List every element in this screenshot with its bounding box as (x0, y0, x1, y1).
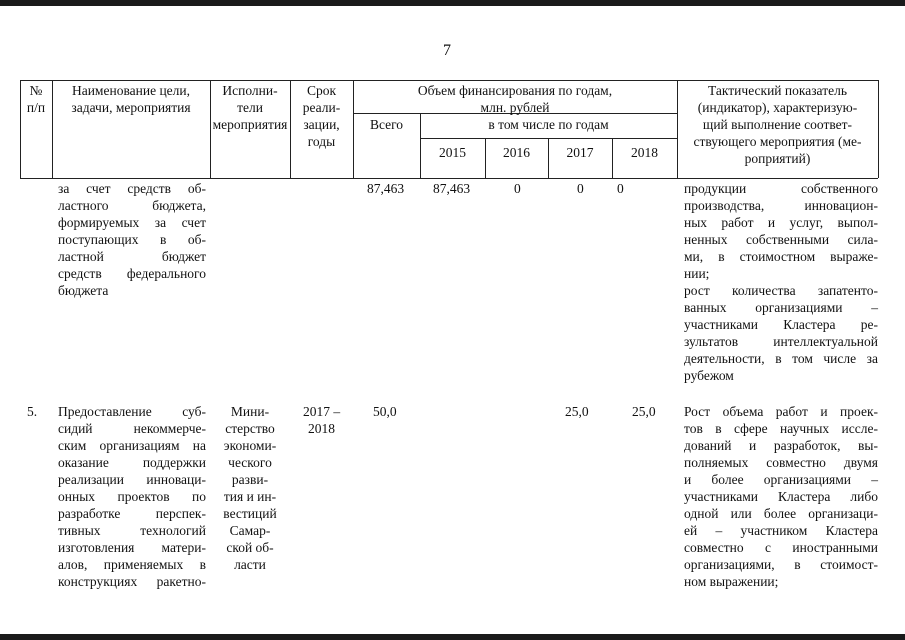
header-col-number: № п/п (26, 83, 46, 115)
header-col-financing: Объем финансирования по годам, млн. рублей (417, 83, 613, 115)
header-col-term: Срок реали- зации, годы (302, 83, 341, 149)
cont-row-total: 87,463 (367, 181, 405, 196)
header-year-2018: 2018 (631, 145, 658, 160)
row5-name: Предоставление суб- сидий некоммерче- ским организациям на оказание поддержки реализации инноваци- онных проектов по разработке перспек- тивных технологий изготовления матери- алов, применяемых в конструкциях ракетно- (58, 404, 206, 589)
cont-row-indicator: продукции собственного производства, инновацион- ных работ и услуг, выпол- ненных собственными сила- ми, в стоимостном выраже- нии; рост количества запатенто- ванных организациями – участниками Кластера ре- зультатов интеллектуальной деятельности, в том числе за рубежом (684, 181, 878, 383)
cont-row-2017: 0 (577, 181, 584, 196)
header-col-total: Всего (369, 117, 404, 132)
header-col-executors: Исполни- тели мероприятия (212, 83, 288, 132)
header-col-by-year: в том числе по годам (488, 117, 609, 132)
scan-top-border (0, 0, 905, 6)
cont-row-2018: 0 (617, 181, 624, 196)
header-year-2015: 2015 (439, 145, 466, 160)
row5-term: 2017 – 2018 (302, 404, 341, 436)
header-col-indicator: Тактический показатель (индикатор), характеризую- щий выполнение соответ- ствующего мероприятия (ме- роприятий) (693, 83, 862, 166)
header-year-2017: 2017 (566, 145, 594, 160)
header-col-name: Наименование цели, задачи, мероприятия (71, 83, 191, 115)
scan-bottom-border (0, 634, 905, 640)
cont-row-2016: 0 (514, 181, 521, 196)
cont-row-name: за счет средств об- ластного бюджета, формируемых за счет поступающих в об- ластной бюджет средств федерального бюджета (58, 181, 206, 298)
row5-executors: Мини- стерство экономи- ческого разви- тия и ин- вестиций Самар- ской об- ласти (223, 404, 277, 572)
cont-row-2015: 87,463 (433, 181, 471, 196)
header-year-2016: 2016 (503, 145, 530, 160)
row5-number: 5. (27, 404, 38, 419)
row5-total: 50,0 (373, 404, 397, 419)
row5-indicator: Рост объема работ и проек- тов в сфере научных иссле- дований и разработок, вы- полняемых совместно двумя и более организациями – участниками Кластера либо одной или более организаци- ей – участником Кластера совместно с иностранными организациями, в стоимост- ном выражении; (684, 404, 878, 589)
row5-2017: 25,0 (565, 404, 589, 419)
page-number: 7 (443, 42, 451, 59)
row5-2018: 25,0 (632, 404, 656, 419)
